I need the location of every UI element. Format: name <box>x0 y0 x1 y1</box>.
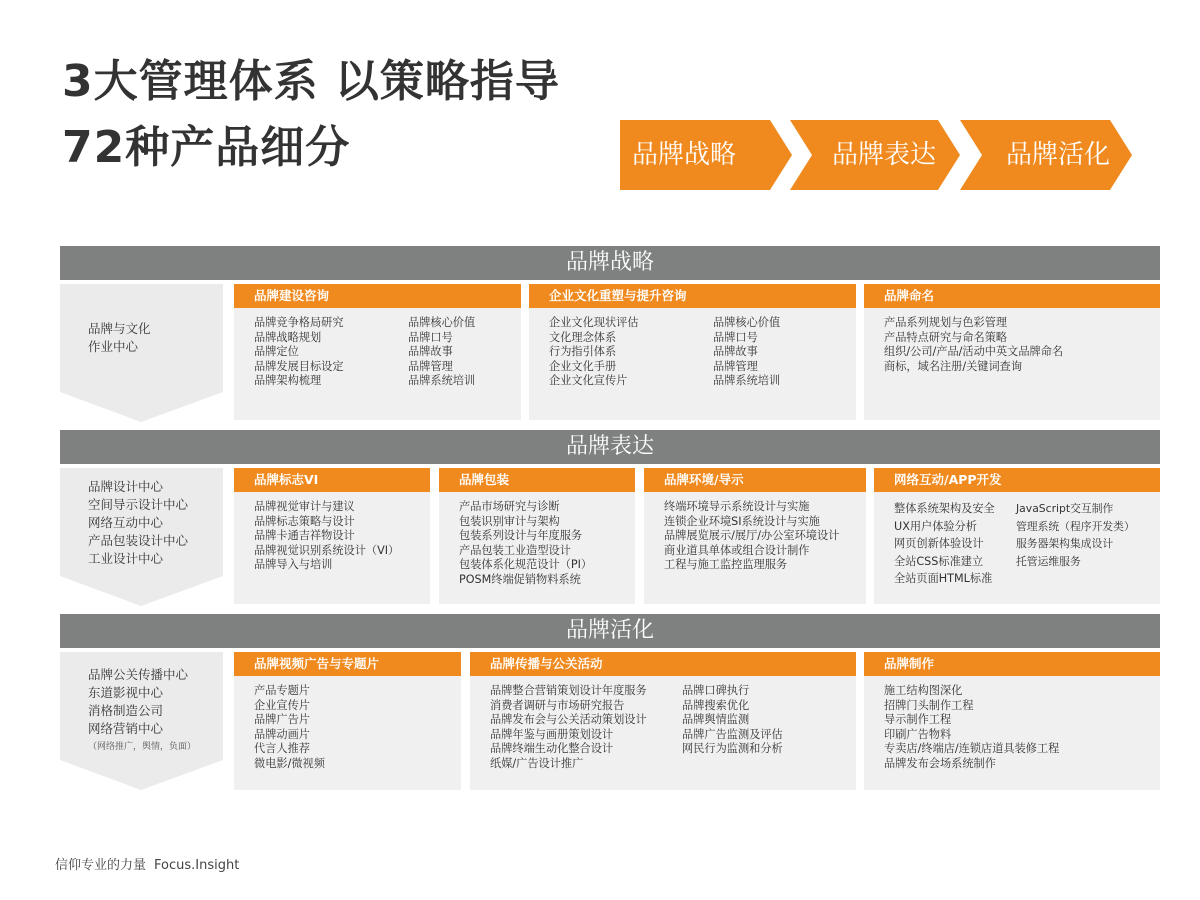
list-item: 品牌管理 <box>713 359 758 373</box>
list-item: 整体系统架构及安全 <box>894 502 995 515</box>
panel-brand-environment <box>644 468 866 604</box>
list-item: UX用户体验分析 <box>894 519 977 533</box>
flow-arrows <box>620 120 1134 190</box>
list-item: 品牌口号 <box>713 330 758 344</box>
list-item: 组织/公司/产品/活动中英文品牌命名 <box>884 345 1064 359</box>
list-item: 产品包装工业造型设计 <box>459 543 571 557</box>
panel-header: 品牌标志VI <box>234 468 430 492</box>
panel-pr-activities <box>470 652 856 790</box>
list-item: 产品市场研究与诊断 <box>459 500 560 513</box>
list-item: 品牌系统培训 <box>408 374 476 388</box>
flow-step-2: 品牌表达 <box>832 140 937 170</box>
list-item: 全站CSS标准建立 <box>894 554 984 568</box>
list-item: 品牌舆情监测 <box>682 713 750 727</box>
list-item: POSM终端促销物料系统 <box>459 572 581 586</box>
band-brand-expression: 品牌表达 <box>60 430 1160 464</box>
list-item: 行为指引体系 <box>549 345 617 359</box>
panel-header: 品牌命名 <box>864 284 1160 308</box>
panel-web-app <box>874 468 1160 604</box>
list-item: 网页创新体验设计 <box>894 537 984 550</box>
band-brand-activation: 品牌活化 <box>60 614 1160 648</box>
list-item: 纸媒/广告设计推广 <box>490 756 584 770</box>
left-list-strategy <box>88 320 151 356</box>
list-item: 品牌竞争格局研究 <box>254 316 344 329</box>
left-note: （网络推广，舆情，负面） <box>88 742 197 752</box>
list-item: 品牌发布会场系统制作 <box>884 756 996 770</box>
list-item: 印刷广告物料 <box>884 727 952 741</box>
list-item: 产品特点研究与命名策略 <box>884 330 1008 344</box>
list-item: 包装体系化规范设计（PI） <box>459 558 593 572</box>
panel-brand-consulting <box>234 284 521 420</box>
panel-brand-vi <box>234 468 430 604</box>
panel-header: 品牌包装 <box>439 468 635 492</box>
list-item: 品牌展览展示/展厅/办公室环境设计 <box>664 529 840 543</box>
left-item: 品牌与文化 <box>88 321 151 336</box>
list-item: 品牌视觉审计与建议 <box>254 500 355 513</box>
left-box-activation <box>60 652 223 792</box>
left-item: 消格制造公司 <box>88 703 164 718</box>
list-item: 企业宣传片 <box>254 698 310 712</box>
list-item: 网民行为监测和分析 <box>682 742 783 756</box>
panel-brand-packaging <box>439 468 635 604</box>
panel-header: 品牌环境/导示 <box>644 468 866 492</box>
list-item: 品牌年鉴与画册策划设计 <box>490 727 614 741</box>
list-item: 品牌整合营销策划设计年度服务 <box>490 684 647 697</box>
list-item: 品牌终端生动化整合设计 <box>490 742 614 756</box>
list-item: 品牌视觉识别系统设计（VI） <box>254 543 400 557</box>
list-item: 品牌战略规划 <box>254 330 322 344</box>
list-item: 品牌故事 <box>713 345 758 359</box>
list-item: 品牌口号 <box>408 330 453 344</box>
panel-header: 品牌建设咨询 <box>234 284 521 308</box>
list-item: 全站页面HTML标准 <box>894 572 993 585</box>
list-item: 工程与施工监控监理服务 <box>664 558 788 572</box>
list-item: 产品系列规划与色彩管理 <box>884 316 1008 329</box>
list-item: 导示制作工程 <box>884 713 952 727</box>
list-item: 微电影/微视频 <box>254 756 325 770</box>
panel-brand-naming <box>864 284 1160 420</box>
list-item: 品牌标志策略与设计 <box>254 514 355 528</box>
list-item: 企业文化手册 <box>549 359 617 373</box>
list-item: 品牌动画片 <box>254 727 310 741</box>
list-item: 品牌发布会与公关活动策划设计 <box>490 713 647 727</box>
list-item: 施工结构图深化 <box>884 684 963 697</box>
left-item: 空间导示设计中心 <box>88 497 189 512</box>
list-item: 企业文化现状评估 <box>549 316 639 329</box>
flow-step-3: 品牌活化 <box>1006 140 1111 170</box>
list-item: 品牌导入与培训 <box>254 558 333 572</box>
left-item: 作业中心 <box>88 339 139 354</box>
panel-brand-production <box>864 652 1160 790</box>
list-item: 消费者调研与市场研究报告 <box>490 698 625 712</box>
list-item: 管理系统（程序开发类） <box>1016 519 1135 533</box>
left-item: 东道影视中心 <box>88 685 164 700</box>
page-title-line2: 72种产品细分 <box>62 122 351 173</box>
list-item: 品牌发展目标设定 <box>254 359 344 373</box>
left-list-activation <box>88 666 196 756</box>
list-item: 品牌广告监测及评估 <box>682 727 783 741</box>
left-list-expression <box>88 478 188 568</box>
list-item: 品牌故事 <box>408 345 453 359</box>
list-item: 托管运维服务 <box>1016 554 1081 568</box>
list-item: 品牌核心价值 <box>713 316 781 329</box>
list-item: 连锁企业环境SI系统设计与实施 <box>664 514 820 528</box>
list-item: 专卖店/终端店/连锁店道具装修工程 <box>884 742 1060 756</box>
left-item: 品牌公关传播中心 <box>88 667 189 682</box>
list-item: 品牌口碑执行 <box>682 684 750 697</box>
left-box-expression <box>60 468 223 608</box>
list-item: 代言人推荐 <box>254 742 310 756</box>
panel-header: 品牌视频广告与专题片 <box>234 652 461 676</box>
left-item: 网络营销中心 <box>88 721 164 736</box>
list-item: 企业文化宣传片 <box>549 374 628 388</box>
left-item: 品牌设计中心 <box>88 479 164 494</box>
list-item: 品牌定位 <box>254 345 299 359</box>
footer-slogan: 信仰专业的力量 <box>55 858 147 873</box>
panel-header: 品牌传播与公关活动 <box>470 652 856 676</box>
list-item: 品牌管理 <box>408 359 453 373</box>
list-item: 品牌系统培训 <box>713 374 781 388</box>
footer-brand: Focus.Insight <box>154 858 240 873</box>
left-box-strategy <box>60 284 223 424</box>
list-item: 招牌门头制作工程 <box>884 698 974 712</box>
list-item: JavaScript交互制作 <box>1016 502 1114 515</box>
panel-header: 企业文化重塑与提升咨询 <box>529 284 856 308</box>
left-item: 网络互动中心 <box>88 515 164 530</box>
left-item: 工业设计中心 <box>88 551 164 566</box>
list-item: 包装系列设计与年度服务 <box>459 529 583 543</box>
list-item: 品牌搜索优化 <box>682 698 750 712</box>
panel-header: 品牌制作 <box>864 652 1160 676</box>
page-title-line1: 3大管理体系 以策略指导 <box>62 56 560 107</box>
flow-step-1: 品牌战略 <box>632 140 737 170</box>
panel-video-ads <box>234 652 461 790</box>
footer <box>55 854 239 873</box>
panel-header: 网络互动/APP开发 <box>874 468 1160 492</box>
list-item: 商业道具单体或组合设计制作 <box>664 543 810 557</box>
list-item: 终端环境导示系统设计与实施 <box>664 500 810 513</box>
left-item: 产品包装设计中心 <box>88 533 189 548</box>
list-item: 品牌卡通吉祥物设计 <box>254 529 355 543</box>
list-item: 商标，域名注册/关键词查询 <box>884 359 1023 373</box>
list-item: 文化理念体系 <box>549 330 617 344</box>
panel-culture-consulting <box>529 284 856 420</box>
list-item: 品牌广告片 <box>254 713 310 727</box>
band-brand-strategy: 品牌战略 <box>60 246 1160 280</box>
list-item: 品牌架构梳理 <box>254 374 322 388</box>
list-item: 包装识别审计与架构 <box>459 514 560 528</box>
list-item: 产品专题片 <box>254 684 310 697</box>
list-item: 服务器架构集成设计 <box>1016 537 1114 550</box>
list-item: 品牌核心价值 <box>408 316 476 329</box>
